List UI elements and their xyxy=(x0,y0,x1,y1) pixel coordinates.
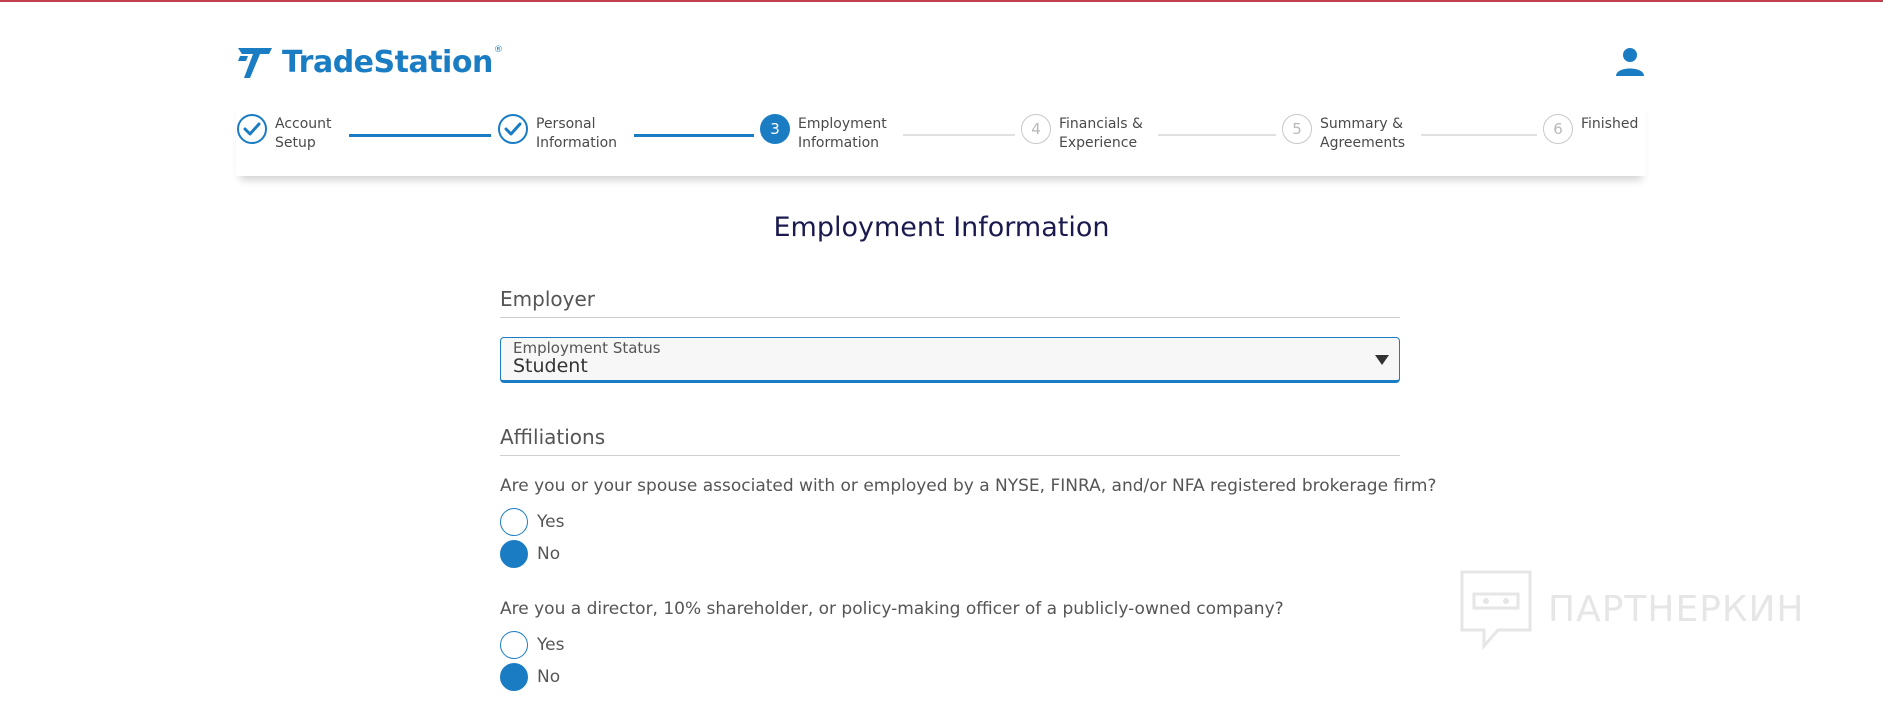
question-public-company-officer: Are you a director, 10% shareholder, or policy-making officer of a publicly-owned company? xyxy=(500,599,1284,619)
radio-brokerage-yes[interactable] xyxy=(500,508,564,536)
employer-heading: Employer xyxy=(500,287,1400,318)
step-number: 3 xyxy=(760,114,790,144)
watermark-logo-icon xyxy=(1458,568,1534,650)
radio-label: No xyxy=(537,667,561,687)
step-connector xyxy=(349,134,491,137)
step-label: Account Setup xyxy=(275,116,332,151)
radio-label: Yes xyxy=(537,635,565,655)
step-account-setup[interactable] xyxy=(237,114,332,153)
check-icon xyxy=(498,114,528,144)
watermark xyxy=(1458,568,1804,650)
tradestation-logo[interactable] xyxy=(236,42,503,82)
employment-status-value: Student xyxy=(513,355,588,377)
step-connector xyxy=(1158,134,1276,136)
user-icon[interactable] xyxy=(1614,46,1646,78)
dropdown-arrow-icon xyxy=(1375,355,1389,365)
radio-officer-yes[interactable] xyxy=(500,631,564,659)
step-label: Employment Information xyxy=(798,116,887,151)
watermark-text: ПАРТНЕРКИН xyxy=(1548,588,1805,630)
tradestation-logo-icon xyxy=(236,42,276,82)
radio-button[interactable] xyxy=(500,508,528,536)
registered-mark: ® xyxy=(493,45,503,55)
step-summary-agreements xyxy=(1282,114,1405,153)
step-label: Summary & Agreements xyxy=(1320,116,1406,151)
progress-stepper xyxy=(236,100,1646,176)
radio-button[interactable] xyxy=(500,663,528,691)
step-label: Finished xyxy=(1581,116,1639,132)
affiliations-heading: Affiliations xyxy=(500,425,1400,456)
radio-button[interactable] xyxy=(500,540,528,568)
radio-button[interactable] xyxy=(500,631,528,659)
top-accent-line xyxy=(0,0,1883,2)
step-number: 6 xyxy=(1543,114,1573,144)
radio-officer-no[interactable] xyxy=(500,663,560,691)
radio-label: No xyxy=(537,544,561,564)
step-finished xyxy=(1543,114,1638,144)
step-employment-information[interactable] xyxy=(760,114,887,153)
step-label: Personal Information xyxy=(536,116,618,151)
step-label: Financials & Experience xyxy=(1059,116,1143,151)
radio-label: Yes xyxy=(537,512,565,532)
step-connector xyxy=(634,134,754,137)
page-title: Employment Information xyxy=(773,212,1110,243)
employment-status-select[interactable] xyxy=(500,337,1400,383)
check-icon xyxy=(237,114,267,144)
step-connector xyxy=(1421,134,1537,136)
question-brokerage-affiliation: Are you or your spouse associated with or employed by a NYSE, FINRA, and/or NFA registered brokerage firm? xyxy=(500,476,1437,496)
step-number: 5 xyxy=(1282,114,1312,144)
logo-wordmark: TradeStation xyxy=(282,44,493,80)
radio-brokerage-no[interactable] xyxy=(500,540,560,568)
step-financials-experience xyxy=(1021,114,1143,153)
employment-status-label: Employment Status xyxy=(513,339,661,357)
step-personal-information[interactable] xyxy=(498,114,617,153)
step-connector xyxy=(903,134,1015,136)
step-number: 4 xyxy=(1021,114,1051,144)
